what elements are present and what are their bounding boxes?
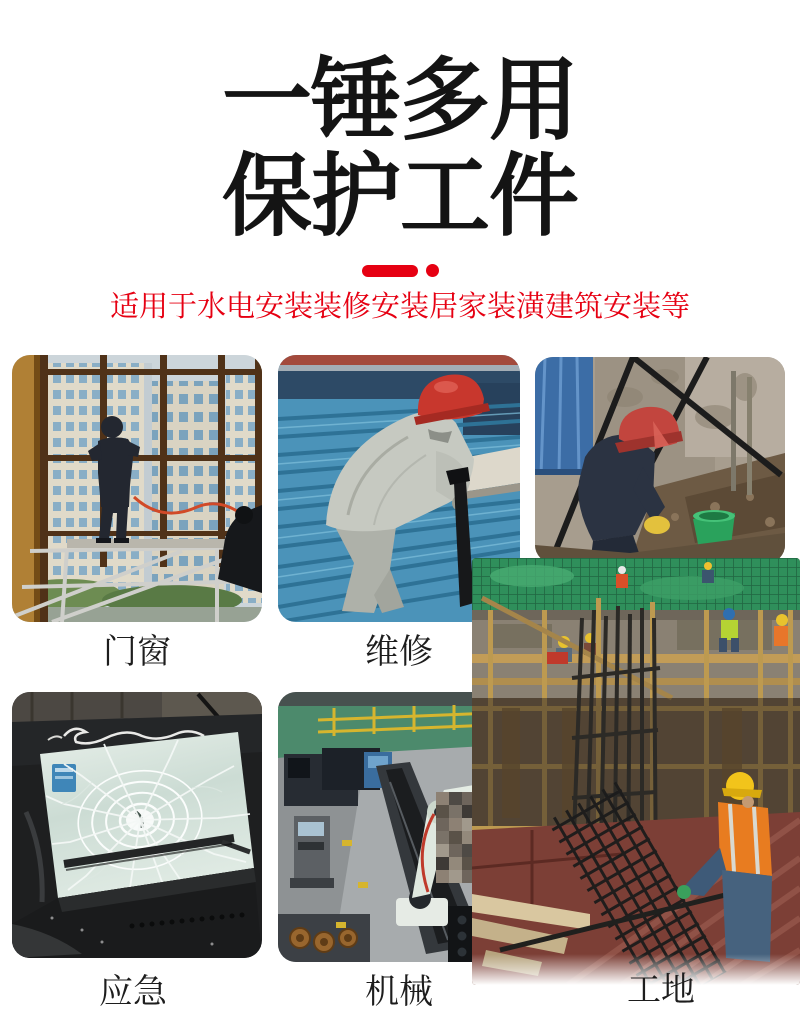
caption-emergency: 应急: [99, 973, 167, 1011]
windows-installation-illustration: [12, 355, 262, 622]
pit-worker-illustration: [535, 357, 785, 563]
construction-site-illustration: [472, 558, 800, 985]
caption-machinery: 机械: [365, 973, 433, 1011]
caption-repair: 维修: [365, 633, 433, 671]
photo-windows-installation: [12, 355, 262, 622]
car-windshield-illustration: [12, 692, 262, 958]
photo-construction-site: [472, 558, 800, 985]
page-title-line2: 保护工件: [222, 147, 578, 247]
subtitle-text: 适用于水电安装装修安装居家装潢建筑安装等: [109, 291, 690, 323]
page-title-line1: 一锤多用: [222, 51, 578, 151]
caption-windows: 门窗: [103, 633, 171, 671]
dash-dot-divider: [0, 264, 800, 277]
divider-dot: [426, 264, 439, 277]
photo-car-windshield: [12, 692, 262, 958]
photo-pit-worker: [535, 357, 785, 563]
caption-construction-site: 工地: [627, 971, 695, 1009]
divider-dash: [362, 265, 418, 277]
